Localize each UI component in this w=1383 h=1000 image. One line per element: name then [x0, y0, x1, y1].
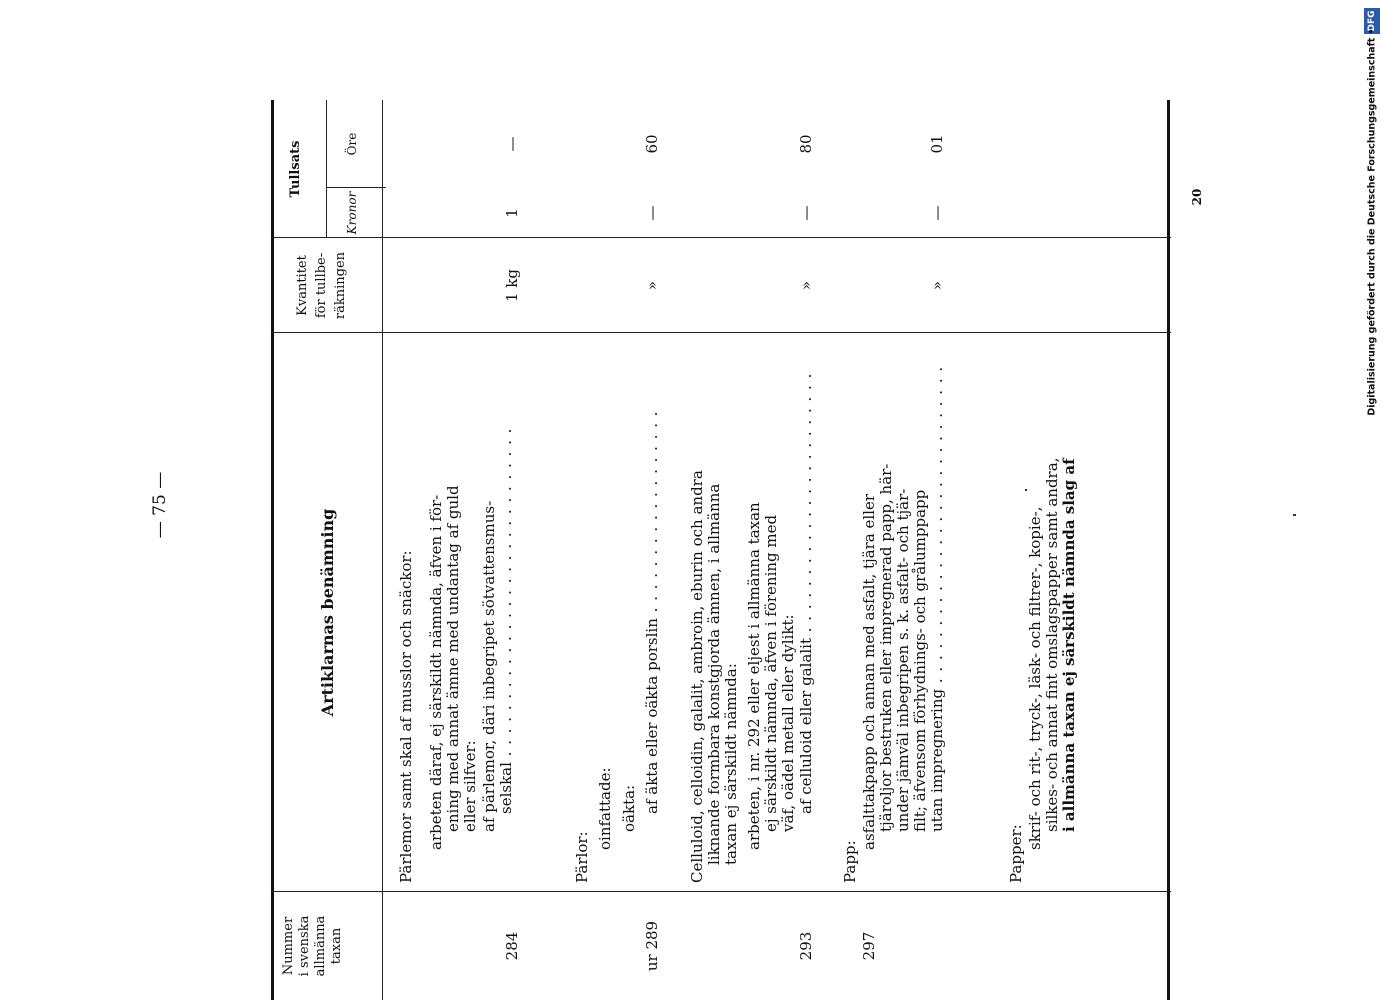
kronor-289: —	[643, 205, 661, 221]
papper-line-3: i allmänna taxan ej särskildt nämnda slag af	[1060, 458, 1078, 832]
kronor-284: 1	[503, 208, 521, 218]
parlemor-line-1: arbeten däraf, ej särskildt nämnda, äfven i för-	[427, 494, 445, 850]
parlor-line-2: oäkta:	[620, 784, 638, 832]
papp-title: Papp:	[841, 840, 859, 883]
ore-297: 01	[928, 134, 946, 154]
header-ore: Öre	[345, 132, 359, 156]
speck	[1293, 514, 1296, 516]
parlor-line-1: oinfattade:	[596, 767, 614, 850]
parlor-title: Pärlor:	[573, 831, 591, 883]
kronor-293: —	[797, 205, 815, 221]
papp-line-1: asfalttakpapp och annan med asfalt, tjära eller	[860, 493, 878, 850]
nummer-297: 297	[860, 931, 878, 961]
kvantitet-297: »	[928, 280, 946, 291]
papp-line-5: utan impregnering . . . . . . . . . . . . . . . . . . . . . . . . . . . .	[928, 365, 946, 832]
parlemor-line-2: ening med annat ämne med undantag af guld	[444, 485, 462, 832]
header-nummer: Nummer i svenska allmänna taxan	[281, 915, 344, 977]
parlemor-line-3: eller silfver:	[461, 740, 479, 832]
nummer-293: 293	[797, 931, 815, 961]
header-rule	[382, 100, 383, 1000]
kvantitet-293: »	[797, 280, 815, 291]
header-benamning: Artiklarnas benämning	[318, 508, 337, 717]
credit-text: Digitalisierung gefördert durch die Deutsche Forschungsgemeinschaft •	[1366, 28, 1378, 416]
ore-284: —	[503, 136, 521, 152]
page-number: — 75 —	[150, 471, 170, 539]
celluloid-line-2: liknande formbara konstgjorda ämnen, i allmänna	[705, 483, 723, 865]
table-top-rule	[271, 100, 274, 1000]
papper-title: Papper:	[1007, 824, 1025, 883]
nummer-289: ur 289	[643, 920, 661, 972]
tullsats-subrule	[326, 100, 327, 238]
papp-line-2: tjäroljor bestruken eller impregnerad papp, här-	[877, 463, 895, 832]
ore-293: 80	[797, 134, 815, 154]
kvantitet-284: 1 kg	[503, 269, 521, 303]
col-rule-3	[271, 237, 1171, 238]
celluloid-line-3: taxan ej särskildt nämnda:	[722, 663, 740, 865]
celluloid-line-6: väf, oädel metall eller dylikt:	[779, 614, 797, 832]
header-kronor: Kronor	[345, 191, 359, 235]
col-rule-1	[271, 891, 1171, 892]
papp-line-3: under jämväl inbegripen s. k. asfalt- och tjär-	[894, 488, 912, 832]
parlor-line-3: af äkta eller oäkta porslin . . . . . . . . . . . . . . . . . .	[643, 410, 661, 814]
papp-line-4: filt; äfvensom förhydnings- och grålumppapp	[911, 489, 929, 832]
celluloid-line-4: arbeten, i nr. 292 eller eljest i allmänna taxan	[745, 502, 763, 850]
celluloid-line-7: af celluloid eller galalit . . . . . . . . . . . . . . . . . . . . . . .	[797, 372, 815, 814]
kronor-297: —	[928, 205, 946, 221]
kvantitet-289: »	[643, 280, 661, 291]
parlemor-title: Pärlemor samt skal af musslor och snäckor:	[397, 550, 415, 883]
parlemor-subline-2: selskal . . . . . . . . . . . . . . . . . . . . . . . . . . . . .	[497, 427, 515, 814]
table-bottom-rule	[1167, 100, 1170, 1000]
header-tullsats: Tullsats	[288, 140, 303, 198]
rotated-tariff-table	[271, 100, 1171, 1000]
papper-line-1: skrif- och rit-, tryck-, läsk- och filtrer-, kopie-,	[1026, 506, 1044, 850]
celluloid-line-5: ej särskildt nämnda, äfven i förening med	[762, 514, 780, 832]
dfg-logo: DFG	[1364, 8, 1380, 34]
nummer-284: 284	[503, 931, 521, 961]
celluloid-line-1: Celluloid, celloidin, galalit, ambroin, eburin och andra	[688, 470, 706, 883]
header-kvantitet: Kvantitet för tullbe- räkningen	[295, 251, 348, 320]
col-rule-2	[271, 332, 1171, 333]
sheet-number: 20	[1190, 188, 1204, 206]
papper-line-2: silkes- och annat fint omslagspapper samt andra,	[1043, 457, 1061, 832]
parlemor-subline-1: af pärlemor, däri inbegripet sötvattensmus-	[480, 500, 498, 832]
digitization-credit	[1364, 8, 1380, 416]
ore-289: 60	[643, 134, 661, 154]
